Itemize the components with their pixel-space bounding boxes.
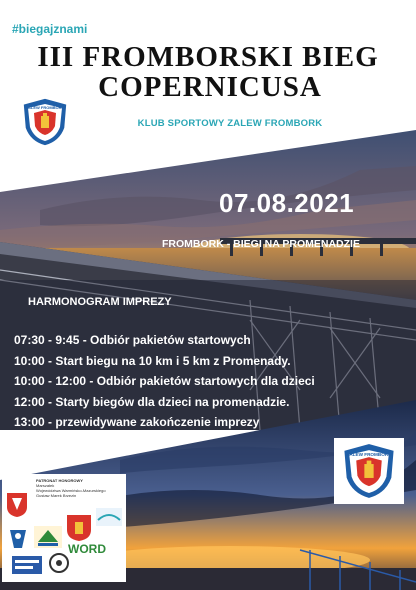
event-title-line2: COPERNICUSA — [98, 71, 322, 103]
sponsor-logo-icon — [96, 508, 122, 526]
club-name: KLUB SPORTOWY ZALEW FROMBORK — [137, 118, 323, 129]
schedule-item: 10:00 - 12:00 - Odbiór pakietów startowych dla dzieci — [14, 374, 315, 388]
hashtag: #biegajznami — [12, 22, 88, 36]
event-title — [0, 42, 416, 102]
patron-heading: PATRONAT HONOROWY — [36, 478, 83, 483]
sponsor-logo-icon — [34, 526, 62, 548]
schedule-heading: HARMONOGRAM IMPREZY — [28, 296, 172, 308]
schedule-item: 13:00 - przewidywane zakończenie imprezy — [14, 415, 260, 429]
schedule-item: 07:30 - 9:45 - Odbiór pakietów startowych — [14, 333, 251, 347]
schedule-item: 12:00 - Starty biegów dla dzieci na promenadzie. — [14, 394, 290, 409]
honorary-patronage — [36, 478, 122, 498]
schedule-list — [14, 330, 315, 433]
event-location: FROMBORK - BIEGI NA PROMENADZIE — [162, 238, 360, 250]
word-logo-icon — [48, 552, 70, 574]
sponsors-block — [2, 474, 126, 582]
patron-line1: Marszałek — [36, 483, 55, 488]
club-crest-logo — [20, 96, 70, 148]
word-logo-text: WORD — [68, 542, 106, 556]
event-date: 07.08.2021 — [219, 188, 355, 218]
region-logo-icon — [8, 528, 28, 550]
patron-line2: Województwa Warmińsko-Mazurskiego — [36, 488, 106, 493]
svg-text:ZALEW FROMBORK: ZALEW FROMBORK — [25, 105, 65, 110]
coat-of-arms-icon — [66, 514, 92, 542]
svg-text:ZALEW FROMBORK: ZALEW FROMBORK — [346, 451, 392, 457]
coat-of-arms-icon — [6, 492, 28, 518]
schedule-item: 10:00 - Start biegu na 10 km i 5 km z Promenady. — [14, 353, 291, 368]
club-crest-logo-large — [340, 440, 398, 502]
patron-line3: Gustaw Marek Brzezin — [36, 493, 77, 498]
club-crest-card — [334, 438, 404, 504]
sponsor-logo-icon — [12, 556, 42, 574]
event-title-line1: III FROMBORSKI BIEG — [37, 41, 379, 73]
